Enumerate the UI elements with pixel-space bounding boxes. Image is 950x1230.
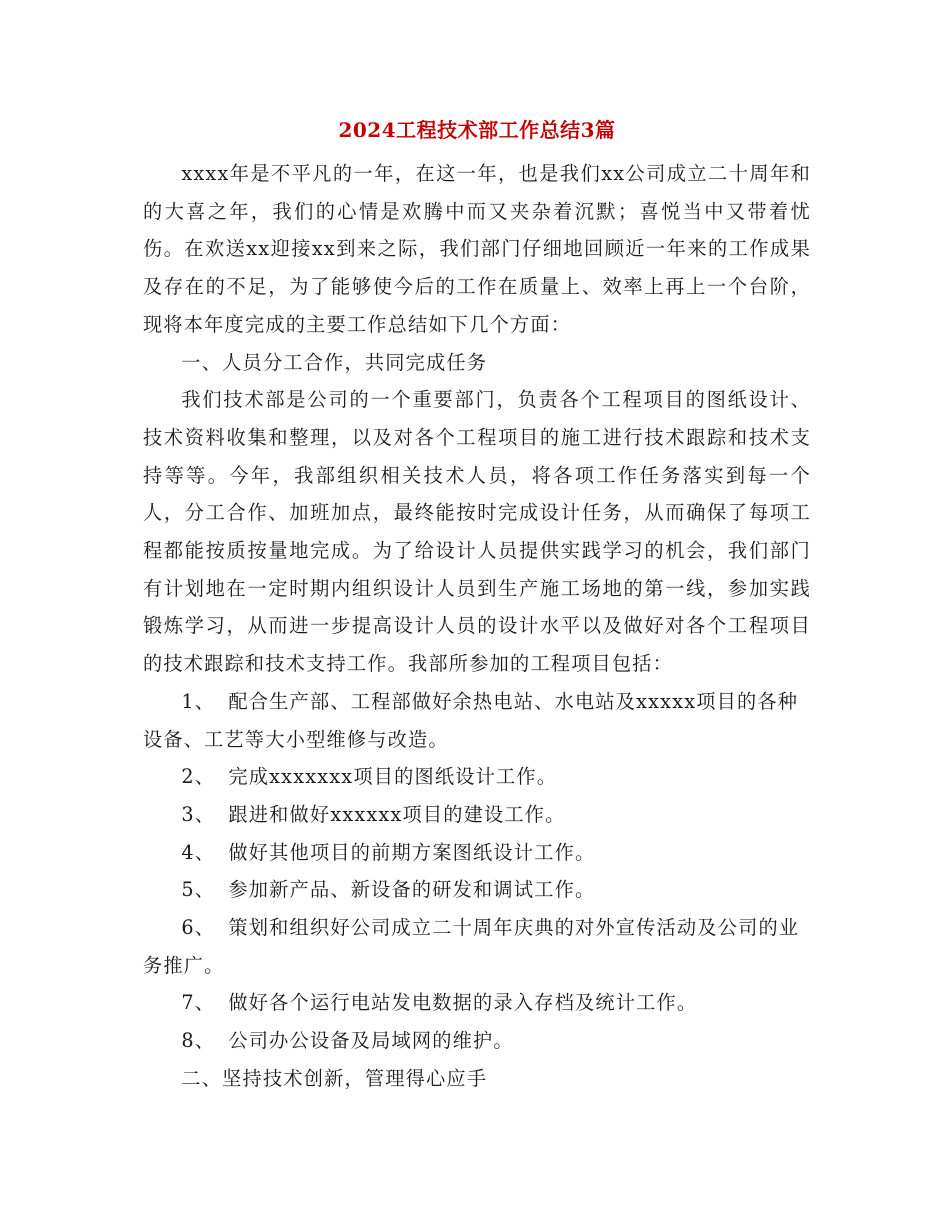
document-page [143,112,811,1098]
list-item-number: 2、 [181,765,216,789]
list-item-number: 3、 [181,802,216,826]
section-heading-1: 一、人员分工合作，共同完成任务 [181,350,488,374]
list-item-8 [143,1022,811,1060]
list-item-7 [143,984,811,1022]
list-item-text: 配合生产部、工程部做好余热电站、水电站及xxxxx项目的各种设备、工艺等大小型维修与改造。 [143,689,799,751]
list-item-text: 做好其他项目的前期方案图纸设计工作。 [228,840,596,864]
list-item-number: 4、 [181,840,216,864]
list-item-number: 8、 [181,1029,216,1053]
list-item-6 [143,909,811,984]
section-body-1: 我们技术部是公司的一个重要部门，负责各个工程项目的图纸设计、技术资料收集和整理，以及对各个工程项目的施工进行技术跟踪和技术支持等等。今年，我部组织相关技术人员，将各项工作任务落实到每一个人，分工合作、加班加点，最终能按时完成设计任务，从而确保了每项工程都能按质按量地完成。为了给设计人员提供实践学习的机会，我们部门有计划地在一定时期内组织设计人员到生产施工场地的第一线，参加实践锻炼学习，从而进一步提高设计人员的设计水平以及做好对各个工程项目的技术跟踪和技术支持工作。我部所参加的工程项目包括： [143,388,811,676]
list-item-text: 完成xxxxxxx项目的图纸设计工作。 [228,765,558,789]
list-item-text: 跟进和做好xxxxxx项目的建设工作。 [228,802,566,826]
list-item-number: 1、 [181,689,216,713]
list-item-5 [143,871,811,909]
list-item-text: 策划和组织好公司成立二十周年庆典的对外宣传活动及公司的业务推广。 [143,916,800,977]
list-item-text: 公司办公设备及局域网的维护。 [228,1029,514,1053]
list-item-number: 7、 [181,991,216,1015]
section-heading-2: 二、坚持技术创新，管理得心应手 [181,1066,488,1090]
list-item-2 [143,758,811,796]
list-item-1 [143,683,811,758]
document-title: 2024工程技术部工作总结3篇 [338,118,616,142]
list-item-4 [143,834,811,872]
list-item-number: 6、 [181,916,216,940]
list-item-number: 5、 [181,878,216,902]
list-item-text: 做好各个运行电站发电数据的录入存档及统计工作。 [228,991,698,1015]
list-item-3 [143,796,811,834]
intro-paragraph: xxxx年是不平凡的一年，在这一年，也是我们xx公司成立二十周年和的大喜之年，我们的心情是欢腾中而又夹杂着沉默；喜悦当中又带着忧伤。在欢送xx迎接xx到来之际，我们部门仔细地回顾近一年来的工作成果及存在的不足，为了能够使今后的工作在质量上、效率上再上一个台阶，现将本年度完成的主要工作总结如下几个方面： [143,162,811,336]
list-item-text: 参加新产品、新设备的研发和调试工作。 [228,878,596,902]
